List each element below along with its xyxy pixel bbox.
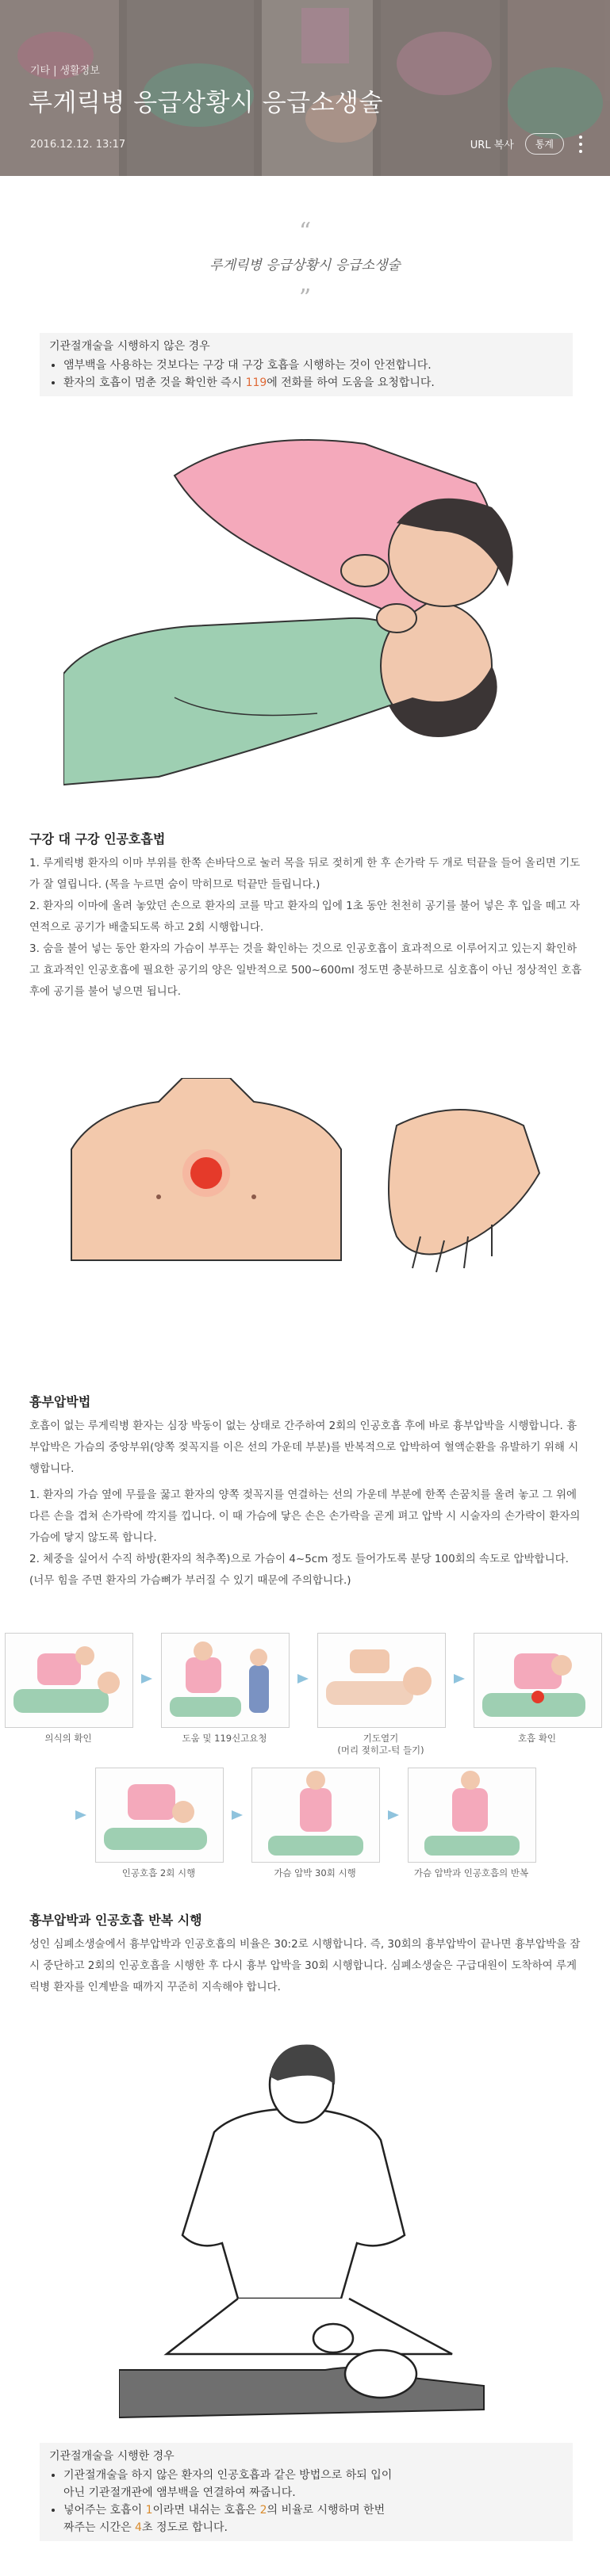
duration-number: 4 [135,2521,142,2534]
stats-button[interactable]: 통계 [525,133,564,155]
flow-panel-repeat-cycle [408,1768,536,1863]
category-sub-label: 생활정보 [59,65,100,77]
flow-panel-consciousness-check [5,1633,133,1728]
flow-step-label [309,1733,452,1756]
flow-step-label: 인공호흡 2회 시행 [121,1867,196,1878]
section-body-repeat [29,1934,585,1998]
section-title-chest-compression: 흉부압박법 [29,1394,91,1409]
flow-step-label-line: (머리 젖히고-턱 들기) [337,1745,424,1756]
ratio-number: 2 [259,2504,267,2517]
post-title: 루게릭병 응급상황시 응급소생술 [29,89,383,117]
notice-item [63,374,573,392]
section-body-chest-compression [29,1416,585,1592]
notice-text: 의 비율로 시행하며 한번 짜주는 시간은 [63,2504,386,2534]
notice-text: 초 정도로 합니다. [141,2521,228,2534]
flow-step-label-line: 기도열기 [363,1733,399,1744]
flow-illustration [162,1634,289,1727]
ambu-bag-illustration [119,2037,492,2425]
flow-panel-chest-compressions [251,1768,380,1863]
post-header [0,0,610,176]
category-label: 기타 [30,65,51,77]
notice-list [40,2467,573,2536]
paragraph: 성인 심폐소생술에서 흉부압박과 인공호흡의 비율은 30:2로 시행합니다. 즉, 30회의 흉부압박이 끝나면 흉부압박을 잠시 중단하고 2회의 인공호흡을 시행한 후 다시 흉부 압박을 30회 시행합니다. 심폐소생술은 구급대원이 도착하여 루게릭병 환자를 인계받을 때까지 꾸준히 지속해야 합니다. [29,1938,581,1993]
category-separator: | [53,65,57,77]
flow-step-label: 가슴 압박 30회 시행 [274,1867,356,1878]
arrow-right-icon [454,1674,465,1684]
flow-step-label: 호흡 확인 [517,1733,557,1744]
flow-illustration [318,1634,445,1727]
post-category[interactable] [30,62,100,77]
notice-title: 기관절개술을 시행하지 않은 경우 [49,340,210,353]
arrow-right-icon [141,1674,152,1684]
flow-panel-call-119 [161,1633,290,1728]
notice-no-tracheostomy [40,333,573,396]
flow-step-label: 도움 및 119신고요청 [182,1733,267,1744]
flow-panel-breathing-check [474,1633,602,1728]
section-title-mouth-to-mouth: 구강 대 구강 인공호흡법 [29,831,166,847]
ratio-number: 1 [145,2504,153,2517]
quote-close-mark: ” [298,285,312,312]
flow-step-label: 의식의 확인 [44,1733,92,1744]
arrow-right-icon [232,1810,243,1820]
notice-item: • 기관절개술을 하지 않은 환자의 인공호흡과 같은 방법으로 하되 입이 아닌 기관절개관에 앰부백을 연결하여 짜줍니다. [63,2467,397,2501]
flow-step-label: 가슴 압박과 인공호흡의 반복 [413,1867,529,1878]
section-body-mouth-to-mouth [29,853,585,1003]
notice-text: 환자의 호흡이 멈춘 것을 확인한 즉시 [63,376,246,389]
mouth-to-mouth-illustration [63,436,547,808]
notice-text: 에 전화를 하여 도움을 요청합니다. [267,376,435,389]
paragraph: 1. 환자의 가슴 옆에 무릎을 꿇고 환자의 양쪽 젖꼭지를 연결하는 선의 가운데 부분에 한쪽 손꿈치를 올려 놓고 그 위에 다른 손을 겹쳐 손가락에 깍지를 낍니다. 이 때 가슴에 닿은 손은 손가락을 곧게 펴고 압박 시 시술자의 손가락이 환자의 가슴에 닿지 않도록 합니다. [29,1489,581,1544]
notice-text: 이라면 내쉬는 호흡은 [152,2504,260,2517]
quote-text: 루게릭병 응급상황시 응급소생술 [209,258,401,273]
paragraph: 1. 루게릭병 환자의 이마 부위를 한쪽 손바닥으로 눌러 목을 뒤로 젖히게 한 후 손가락 두 개로 턱끝을 들어 올리면 기도가 잘 열립니다. (목을 누르면 숨이 막히므로 턱끝만 들립니다.) [29,857,581,891]
chest-compression-position-illustration [63,1078,547,1276]
url-copy-button[interactable]: URL 복사 [470,140,514,151]
paragraph: 3. 숨을 불어 넣는 동안 환자의 가슴이 부푸는 것을 확인하는 것으로 인공호흡이 효과적으로 이루어지고 있는지 확인하고 효과적인 인공호흡에 필요한 공기의 양은 일반적으로 500~600ml 정도면 충분하므로 심호흡이 아닌 정상적인 호흡 후에 공기를 불어 넣으면 됩니다. [29,942,582,998]
notice-text: 넣어주는 호흡이 [63,2504,146,2517]
notice-item: • 앰부백을 사용하는 것보다는 구강 대 구강 호흡을 시행하는 것이 안전합니다. [63,357,573,374]
notice-list [40,357,573,392]
more-vertical-icon[interactable] [575,136,586,153]
post-date: 2016.12.12. 13:17 [30,139,126,151]
paragraph: 2. 체중을 실어서 수직 하방(환자의 척추쪽)으로 가슴이 4~5cm 정도 들어가도록 분당 100회의 속도로 압박합니다. (너무 힘을 주면 환자의 가슴뼈가 부러질 수 있기 때문에 주의합니다.) [29,1553,569,1587]
notice-title: 기관절개술을 시행한 경우 [49,2450,175,2463]
flow-illustration [474,1634,601,1727]
post-actions [470,133,586,155]
flow-panel-airway-open [317,1633,446,1728]
flow-illustration [252,1768,379,1862]
flow-illustration [409,1768,535,1862]
emergency-number: 119 [245,376,267,389]
flow-panel-rescue-breaths [95,1768,224,1863]
notice-tracheostomy [40,2443,573,2541]
arrow-right-icon [75,1810,86,1820]
flow-illustration [96,1768,223,1862]
arrow-right-icon [297,1674,309,1684]
paragraph: 호흡이 없는 루게릭병 환자는 심장 박동이 없는 상태로 간주하여 2회의 인공호흡 후에 바로 흉부압박을 시행합니다. 흉부압박은 가슴의 중앙부위(양쪽 젖꼭지를 이은 선의 가운데 부분)를 반복적으로 압박하여 혈액순환을 유발하기 위해 시행합니다. [29,1420,579,1475]
notice-item [63,2501,397,2536]
quote-open-mark: “ [298,218,312,246]
paragraph: 2. 환자의 이마에 올려 놓았던 손으로 환자의 코를 막고 환자의 입에 1초 동안 천천히 공기를 불어 넣은 후 입을 떼고 자연적으로 공기가 배출되도록 하고 2회 시행합니다. [29,900,581,934]
flow-illustration [6,1634,132,1727]
arrow-right-icon [388,1810,399,1820]
section-title-repeat: 흉부압박과 인공호흡 반복 시행 [29,1913,202,1928]
